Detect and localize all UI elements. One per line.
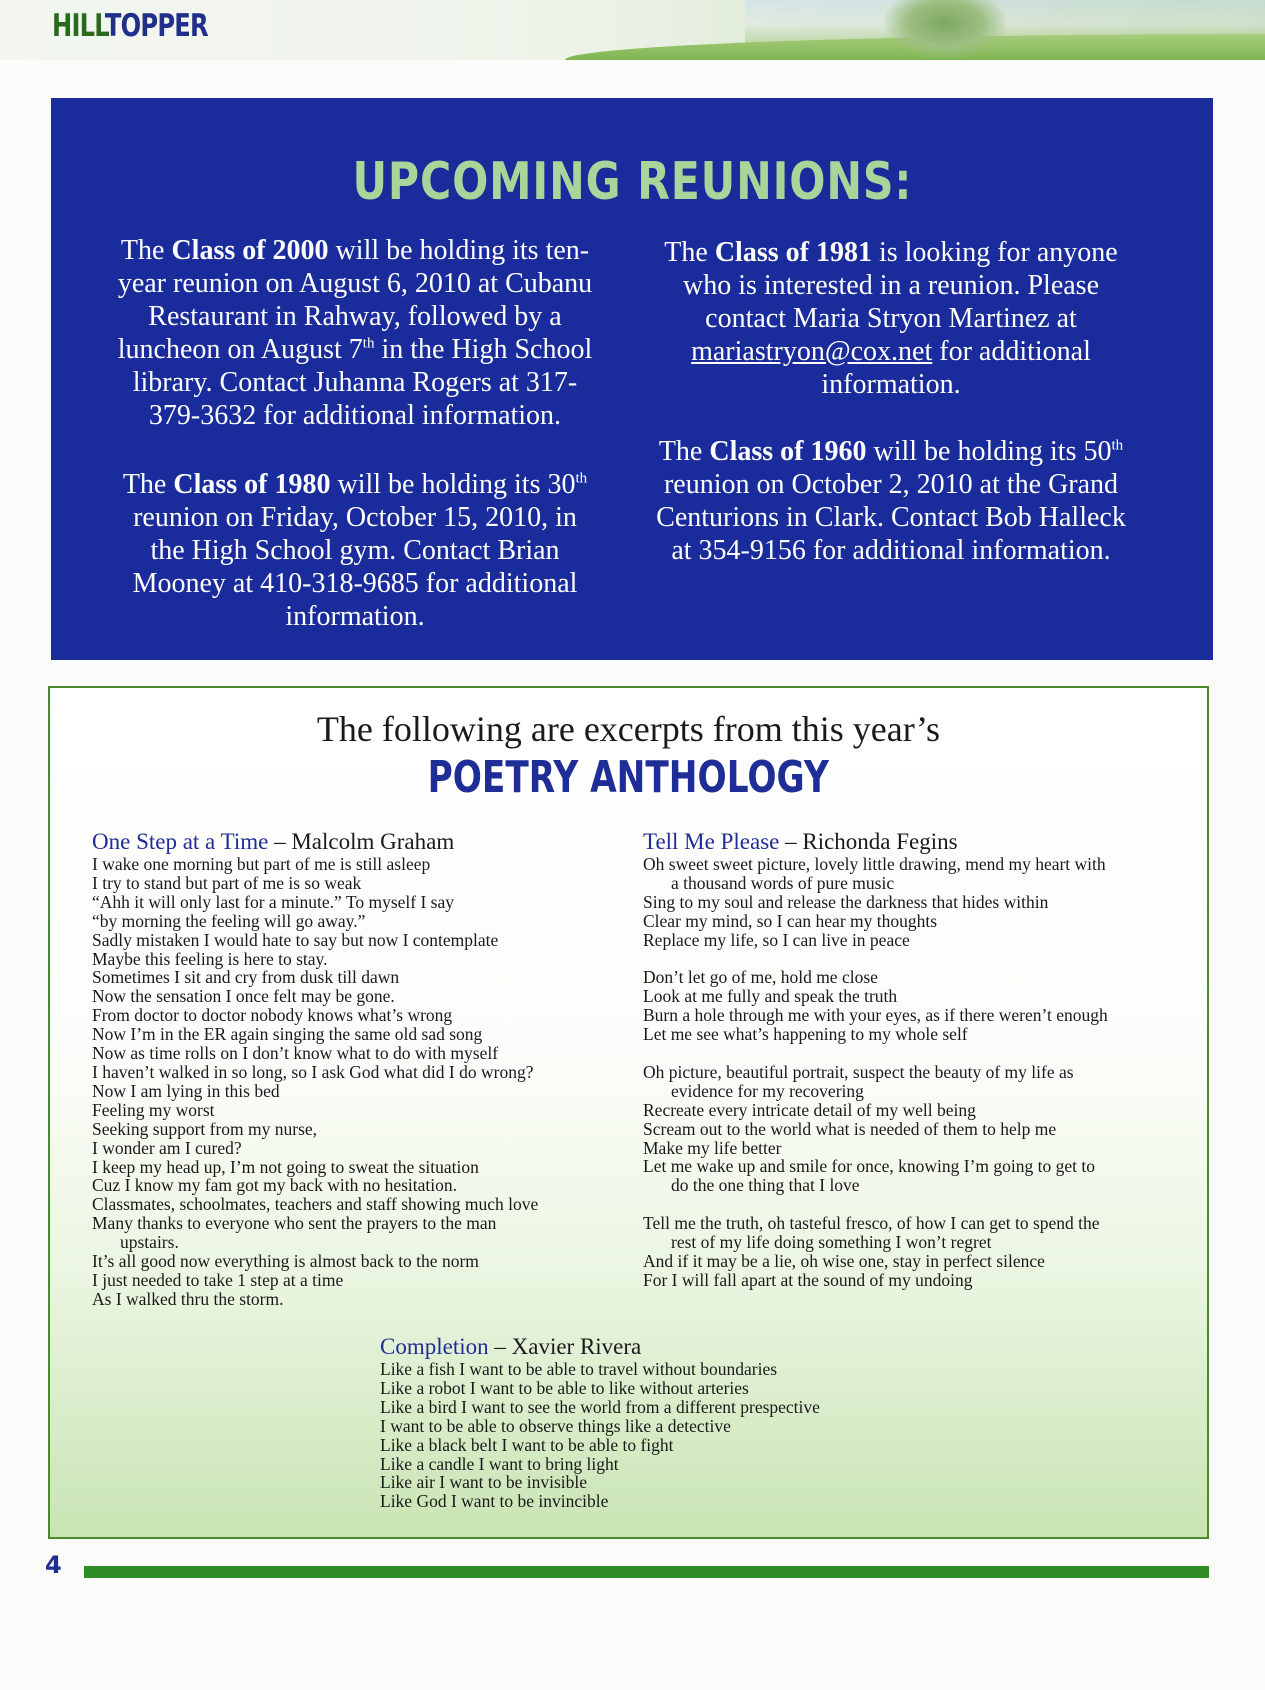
poem-line: Seeking support from my nurse, <box>92 1118 318 1139</box>
upcoming-reunions-box <box>51 98 1213 660</box>
masthead-title <box>52 8 208 44</box>
poetry-heading: POETRY ANTHOLOGY <box>427 752 830 803</box>
reunion-class-1981: The Class of 1981 is looking for anyone who is interested in a reunion. Please contact Maria Stryon Martinez at mariastryon@cox.net for additional information. <box>664 237 1118 400</box>
poem-line: Sometimes I sit and cry from dusk till dawn <box>92 967 400 988</box>
poem-header <box>92 829 632 855</box>
contact-email-link[interactable]: mariastryon@cox.net <box>691 336 933 367</box>
poem-body <box>380 1360 920 1511</box>
poetry-anthology-box <box>48 686 1209 1539</box>
poem-header <box>643 829 1183 855</box>
poem-line: do the one thing that I love <box>671 1175 860 1196</box>
poem-line: “Ahh it will only last for a minute.” To myself I say <box>92 891 454 912</box>
poem-completion <box>380 1334 920 1511</box>
poem-line: I haven’t walked in so long, so I ask God what did I do wrong? <box>92 1061 534 1082</box>
poem-line: Make my life better <box>643 1137 782 1158</box>
poem-line: Like a black belt I want to be able to fight <box>380 1434 674 1455</box>
poem-line: I just needed to take 1 step at a time <box>92 1269 344 1290</box>
poem-line: As I walked thru the storm. <box>92 1288 284 1309</box>
masthead-topper: TOPPER <box>104 8 208 44</box>
poem-body <box>92 855 632 1309</box>
poem-line: Sing to my soul and release the darkness that hides within <box>643 891 1049 912</box>
poem-line: Like God I want to be invincible <box>380 1491 609 1512</box>
poem-line: Oh sweet sweet picture, lovely little drawing, mend my heart with <box>643 854 1106 874</box>
poem-line: Scream out to the world what is needed of them to help me <box>643 1118 1057 1139</box>
poem-line: Maybe this feeling is here to stay. <box>92 948 328 969</box>
poem-line: Now I am lying in this bed <box>92 1080 280 1101</box>
poem-header <box>380 1334 920 1360</box>
masthead-hill: HILL <box>52 8 105 44</box>
poem-line: Oh picture, beautiful portrait, suspect the beauty of my life as <box>643 1061 1074 1082</box>
poem-line: I wake one morning but part of me is still asleep <box>92 854 431 874</box>
header-tree-image <box>885 0 1005 58</box>
poem-line: Recreate every intricate detail of my well being <box>643 1099 976 1120</box>
poem-body <box>643 855 1183 1290</box>
poem-line: Let me wake up and smile for once, knowing I’m going to get to <box>643 1156 1095 1177</box>
reunion-class-1960: The Class of 1960 will be holding its 50th reunion on October 2, 2010 at the Grand Centurions in Clark. Contact Bob Halleck at 354-9156 for additional information. <box>656 436 1126 566</box>
poem-title: Tell Me Please <box>643 829 780 854</box>
footer-rule <box>84 1566 1209 1578</box>
poem-line: I keep my head up, I’m not going to sweat the situation <box>92 1156 479 1177</box>
poem-line: Sadly mistaken I would hate to say but now I contemplate <box>92 929 499 950</box>
poem-author: – Malcolm Graham <box>274 829 455 854</box>
stanza-break <box>643 950 1183 969</box>
poem-line: Like a bird I want to see the world from a different prespective <box>380 1396 820 1417</box>
poem-one-step-at-a-time <box>92 829 632 1309</box>
poem-title: Completion <box>380 1334 489 1359</box>
poem-author: – Richonda Fegins <box>785 829 958 854</box>
class-name: Class of 1980 <box>173 469 331 500</box>
poem-line: Cuz I know my fam got my back with no hesitation. <box>92 1175 458 1196</box>
poem-line: Now the sensation I once felt may be gone. <box>92 986 395 1007</box>
poem-line: Many thanks to everyone who sent the prayers to the man <box>92 1213 497 1234</box>
poem-line: It’s all good now everything is almost back to the norm <box>92 1251 479 1272</box>
poem-author: – Xavier Rivera <box>494 1334 642 1359</box>
poem-line: Look at me fully and speak the truth <box>643 986 898 1007</box>
reunion-class-1980: The Class of 1980 will be holding its 30th reunion on Friday, October 15, 2010, in the High School gym. Contact Brian Mooney at 410-318-9685 for additional information. <box>122 469 588 632</box>
poem-line: I want to be able to observe things like a detective <box>380 1415 731 1436</box>
class-name: Class of 1981 <box>714 237 872 268</box>
poem-line: Clear my mind, so I can hear my thoughts <box>643 910 938 931</box>
poem-line: Burn a hole through me with your eyes, as if there weren’t enough <box>643 1005 1108 1026</box>
poem-line: For I will fall apart at the sound of my undoing <box>643 1269 973 1290</box>
poem-line: Like a robot I want to be able to like without arteries <box>380 1377 749 1398</box>
poem-line: Replace my life, so I can live in peace <box>643 929 910 950</box>
poem-line: evidence for my recovering <box>671 1080 864 1101</box>
poem-line: rest of my life doing something I won’t regret <box>671 1232 992 1253</box>
poetry-intro-text: The following are excerpts from this year’s <box>316 709 941 749</box>
class-name: Class of 2000 <box>171 235 329 266</box>
poem-line: a thousand words of pure music <box>671 872 895 893</box>
poem-line: “by morning the feeling will go away.” <box>92 910 366 931</box>
poem-line: Tell me the truth, oh tasteful fresco, of how I can get to spend the <box>643 1213 1100 1234</box>
poem-line: upstairs. <box>120 1232 179 1253</box>
poem-title: One Step at a Time <box>92 829 269 854</box>
stanza-break <box>643 1195 1183 1214</box>
poem-line: Classmates, schoolmates, teachers and staff showing much love <box>92 1194 539 1215</box>
poem-tell-me-please <box>643 829 1183 1290</box>
poem-line: Like a fish I want to be able to travel without boundaries <box>380 1359 778 1379</box>
reunions-heading: UPCOMING REUNIONS: <box>352 152 912 212</box>
poem-line: Like a candle I want to bring light <box>380 1453 619 1474</box>
reunion-class-2000: The Class of 2000 will be holding its ten-year reunion on August 6, 2010 at Cubanu Restaurant in Rahway, followed by a luncheon on August 7th in the High School library. Contact Juhanna Rogers at 317-379-3632 for additional information. <box>117 235 593 431</box>
poem-line: Like air I want to be invisible <box>380 1472 588 1493</box>
stanza-break <box>643 1044 1183 1063</box>
poem-line: Now I’m in the ER again singing the same old sad song <box>92 1024 483 1045</box>
poem-line: From doctor to doctor nobody knows what’s wrong <box>92 1005 453 1026</box>
class-name: Class of 1960 <box>709 436 867 467</box>
poem-line: Let me see what’s happening to my whole self <box>643 1024 968 1045</box>
poem-line: I wonder am I cured? <box>92 1137 242 1158</box>
page-number: 4 <box>45 1551 62 1579</box>
poem-line: And if it may be a lie, oh wise one, stay in perfect silence <box>643 1250 1045 1271</box>
poem-line: I try to stand but part of me is so weak <box>92 872 362 893</box>
poem-line: Now as time rolls on I don’t know what to do with myself <box>92 1043 499 1064</box>
poem-line: Feeling my worst <box>92 1099 215 1120</box>
poem-line: Don’t let go of me, hold me close <box>643 967 878 988</box>
